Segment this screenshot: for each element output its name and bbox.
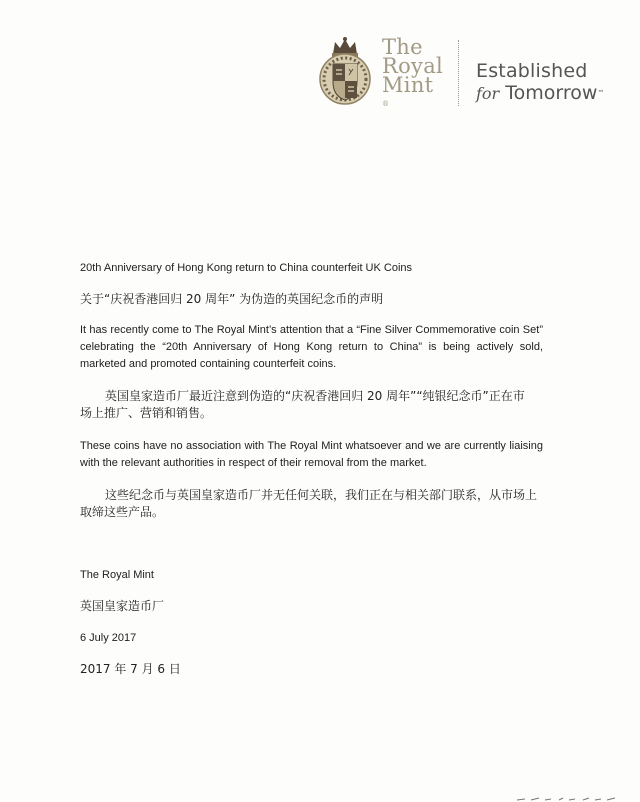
tagline xyxy=(476,60,604,105)
trademark-symbol: ™ xyxy=(597,89,605,97)
date-en: 6 July 2017 xyxy=(80,632,137,644)
scan-edge-mark xyxy=(515,794,625,802)
tagline-tomorrow: Tomorrow xyxy=(505,82,598,104)
subject-zh: 关于“庆祝香港回归 20 周年” 为伪造的英国纪念币的声明 xyxy=(80,292,384,306)
paragraph-2-zh: 这些纪念币与英国皇家造币厂并无任何关联，我们正在与相关部门联系，从市场上取缔这些产品。 xyxy=(80,488,538,519)
wordmark-mint: Mint ® xyxy=(382,76,443,114)
tagline-for: for xyxy=(476,84,500,103)
paragraph-2-en: These coins have no association with The Royal Mint whatsoever and we are currently liaising with the relevant authorities in respect of their removal from the market. xyxy=(80,440,543,469)
subject-en: 20th Anniversary of Hong Kong return to China counterfeit UK Coins xyxy=(80,262,413,274)
wordmark-the: The xyxy=(382,35,423,59)
paragraph-1-en: It has recently come to The Royal Mint’s attention that a “Fine Silver Commemorative coin Set” celebrating the “20th Anniversary of Hong Kong return to China” is being actively sold, marketed and promoted containing counterfeit coins. xyxy=(80,324,543,370)
letterhead-divider xyxy=(458,40,459,106)
royal-mint-crest-icon xyxy=(313,36,377,108)
wordmark-royal: Royal xyxy=(382,54,444,78)
tagline-for-tomorrow xyxy=(476,82,604,105)
date-zh: 2017 年 7 月 6 日 xyxy=(80,662,181,676)
signature-zh: 英国皇家造币厂 xyxy=(80,599,165,613)
paragraph-1-zh: 英国皇家造币厂最近注意到伪造的“庆祝香港回归 20 周年”“纯银纪念币”正在市场上推广、营销和销售。 xyxy=(80,389,525,420)
signature-en: The Royal Mint xyxy=(80,569,154,581)
tagline-established: Established xyxy=(476,60,588,82)
registered-mark: ® xyxy=(382,100,390,108)
royal-mint-wordmark xyxy=(382,35,444,114)
